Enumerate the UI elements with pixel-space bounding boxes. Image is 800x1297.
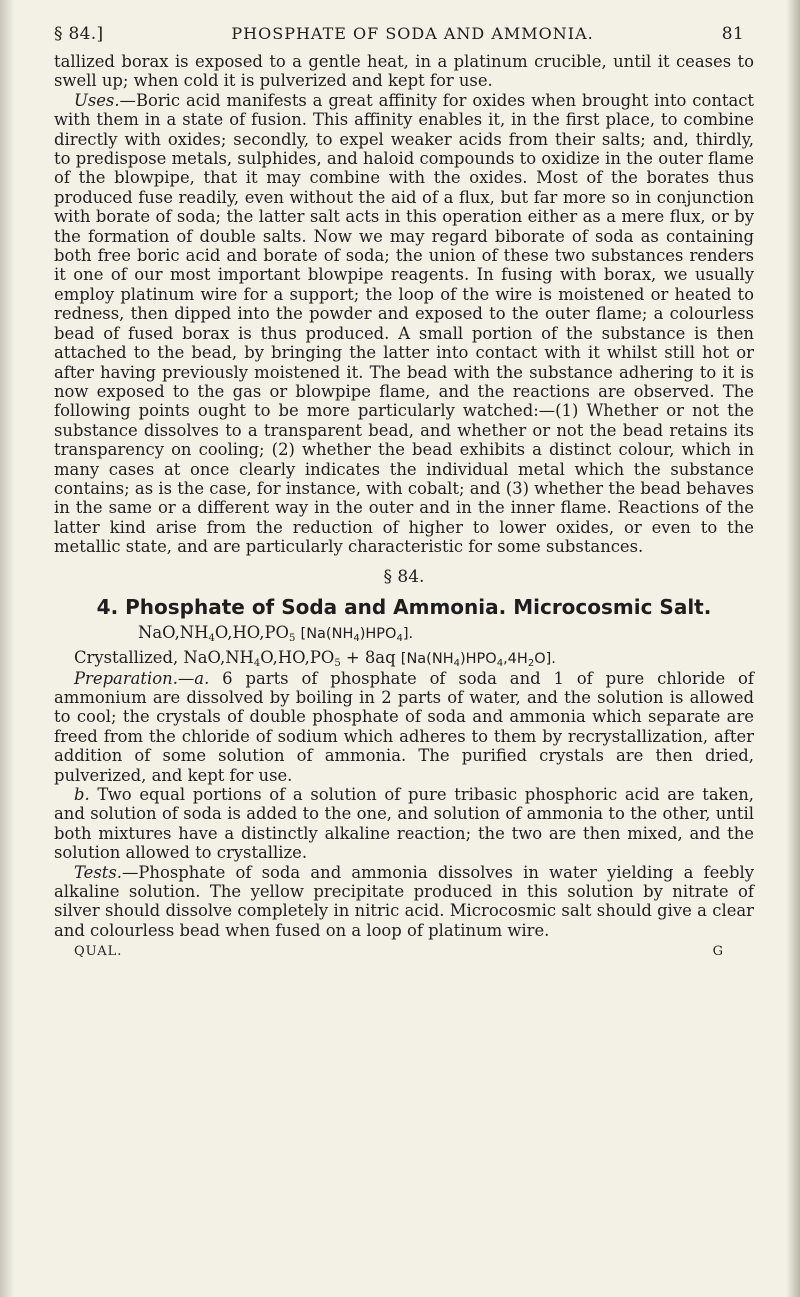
formula-2-label: Crystallized, [74,647,179,667]
uses-text: —Boric acid manifests a great affinity for oxides when brought into contact with them in a state of fusion. This affinity enables it, in the first place, to combine directly with oxides; secondly, to expel weaker acids from their salts; and, thirdly, to predispose metals, sulphides, and haloid compounds to oxidize in the outer flame of the blowpipe, that it may combine with the oxides. Most of the borates thus produced fuse readily, even without the aid of a flux, but far more so in conjunction with borate of soda; the latter salt acts in this operation either as a mere flux, or by the formation of double salts. Now we may regard biborate of soda as containing both free boric acid and borate of soda; the union of these two substances renders it one of our most important blowpipe reagents. In fusing with borax, we usually employ platinum wire for a support; the loop of the wire is moistened or heated to redness, then dipped into the powder and exposed to the outer flame; a colourless bead of fused borax is thus produced. A small portion of the substance is then attached to the bead, by bringing the latter into contact with it whilst still hot or after having previously moistened it. The bead with the substance adhering to it is now exposed to the gas or blowpipe flame, and the reactions are observed. The following points ought to be more particularly watched:—(1) Whether or not the substance dissolves to a transparent bead, and whether or not the bead retains its transparency on cooling; (2) whether the bead exhibits a distinct colour, which in many cases at once clearly indicates the individual metal which the substance contains; as is the case, for instance, with cobalt; and (3) whether the bead behaves in the same or a different way in the outer and in the inner flame. Reactions of the latter kind arise from the reduction of higher to lower oxides, or even to the metallic state, and are particularly characteristic for some substances. [54,90,754,557]
page-left-edge-shadow [0,0,14,1297]
uses-label: Uses. [74,90,120,110]
signature-mark: QUAL. [74,944,123,960]
gathering-mark: G [712,944,724,960]
preparation-b-label: b. [74,785,90,804]
tests-label: Tests. [74,862,122,882]
preparation-a-label: a. [194,668,210,688]
running-head [54,24,744,44]
paragraph-tests [54,863,754,941]
page-footer [54,944,724,959]
preparation-b-text: Two equal portions of a solution of pure tribasic phosphoric acid are taken, and solution of soda is added to the one, and solution of ammonia to the other, until both mixtures have a distinctly alkaline reaction; the two are then mixed, and the solution allowed to crystallize. [54,785,754,863]
paragraph-preparation-b [54,785,754,863]
formula-line-2 [54,648,754,669]
formula-line-1 [54,623,754,644]
paragraph-continuation: tallized borax is exposed to a gentle heat, in a platinum crucible, until it ceases to swell up; when cold it is pulverized and kept for use. [54,52,754,91]
section-mark: § 84. [383,566,425,587]
formula-2-old: $NaO,NH_4O,HO,PO_5 + 8aq$ [183,647,396,669]
section-heading: 4. Phosphate of Soda and Ammonia. Microcosmic Salt. [96,594,712,619]
preparation-label: Preparation. [74,668,178,688]
tests-text: —Phosphate of soda and ammonia dissolves in water yielding a feebly alkaline solution. The yellow precipitate produced in this solution by nitrate of silver should dissolve completely in nitric acid. Microcosmic salt should give a clear and colourless bead when fused on a loop of platinum wire. [54,862,754,940]
paragraph-preparation-a: Preparation.—a. 6 parts of phosphate of soda and 1 of pure chloride of ammonium are dissolved by boiling in 2 parts of water, and the solution is allowed to cool; the crystals of double phosphate of soda and ammonia which separate are freed from the chloride of sodium which adheres to them by recrystallization, after addition of some solution of ammonia. The purified crystals are then dried, pulverized, and kept for use. [54,668,754,785]
formula-1-old: $NaO,NH_4O,HO,PO_5$ [138,622,296,644]
paragraph-uses [54,91,754,557]
preparation-a-text: 6 parts of phosphate of soda and 1 of pure chloride of ammonium are dissolved by boiling in 2 parts of water, and the solution is allowed to cool; the crystals of double phosphate of soda and ammonia which separate are freed from the chloride of sodium which adheres to them by recrystallization, after addition of some solution of ammonia. The purified crystals are then dried, pulverized, and kept for use. [54,668,754,785]
section-reference: § 84.] [54,24,104,44]
running-title: PHOSPHATE OF SODA AND AMMONIA. [231,24,594,43]
page-number: 81 [721,24,744,44]
page-right-edge-shadow [786,0,800,1297]
formula-2-modern: $[Na(NH_4)HPO_4,4H_2O]$. [400,650,556,669]
formula-1-modern: $[Na(NH_4)HPO_4]$. [300,625,414,644]
book-page [54,24,754,959]
